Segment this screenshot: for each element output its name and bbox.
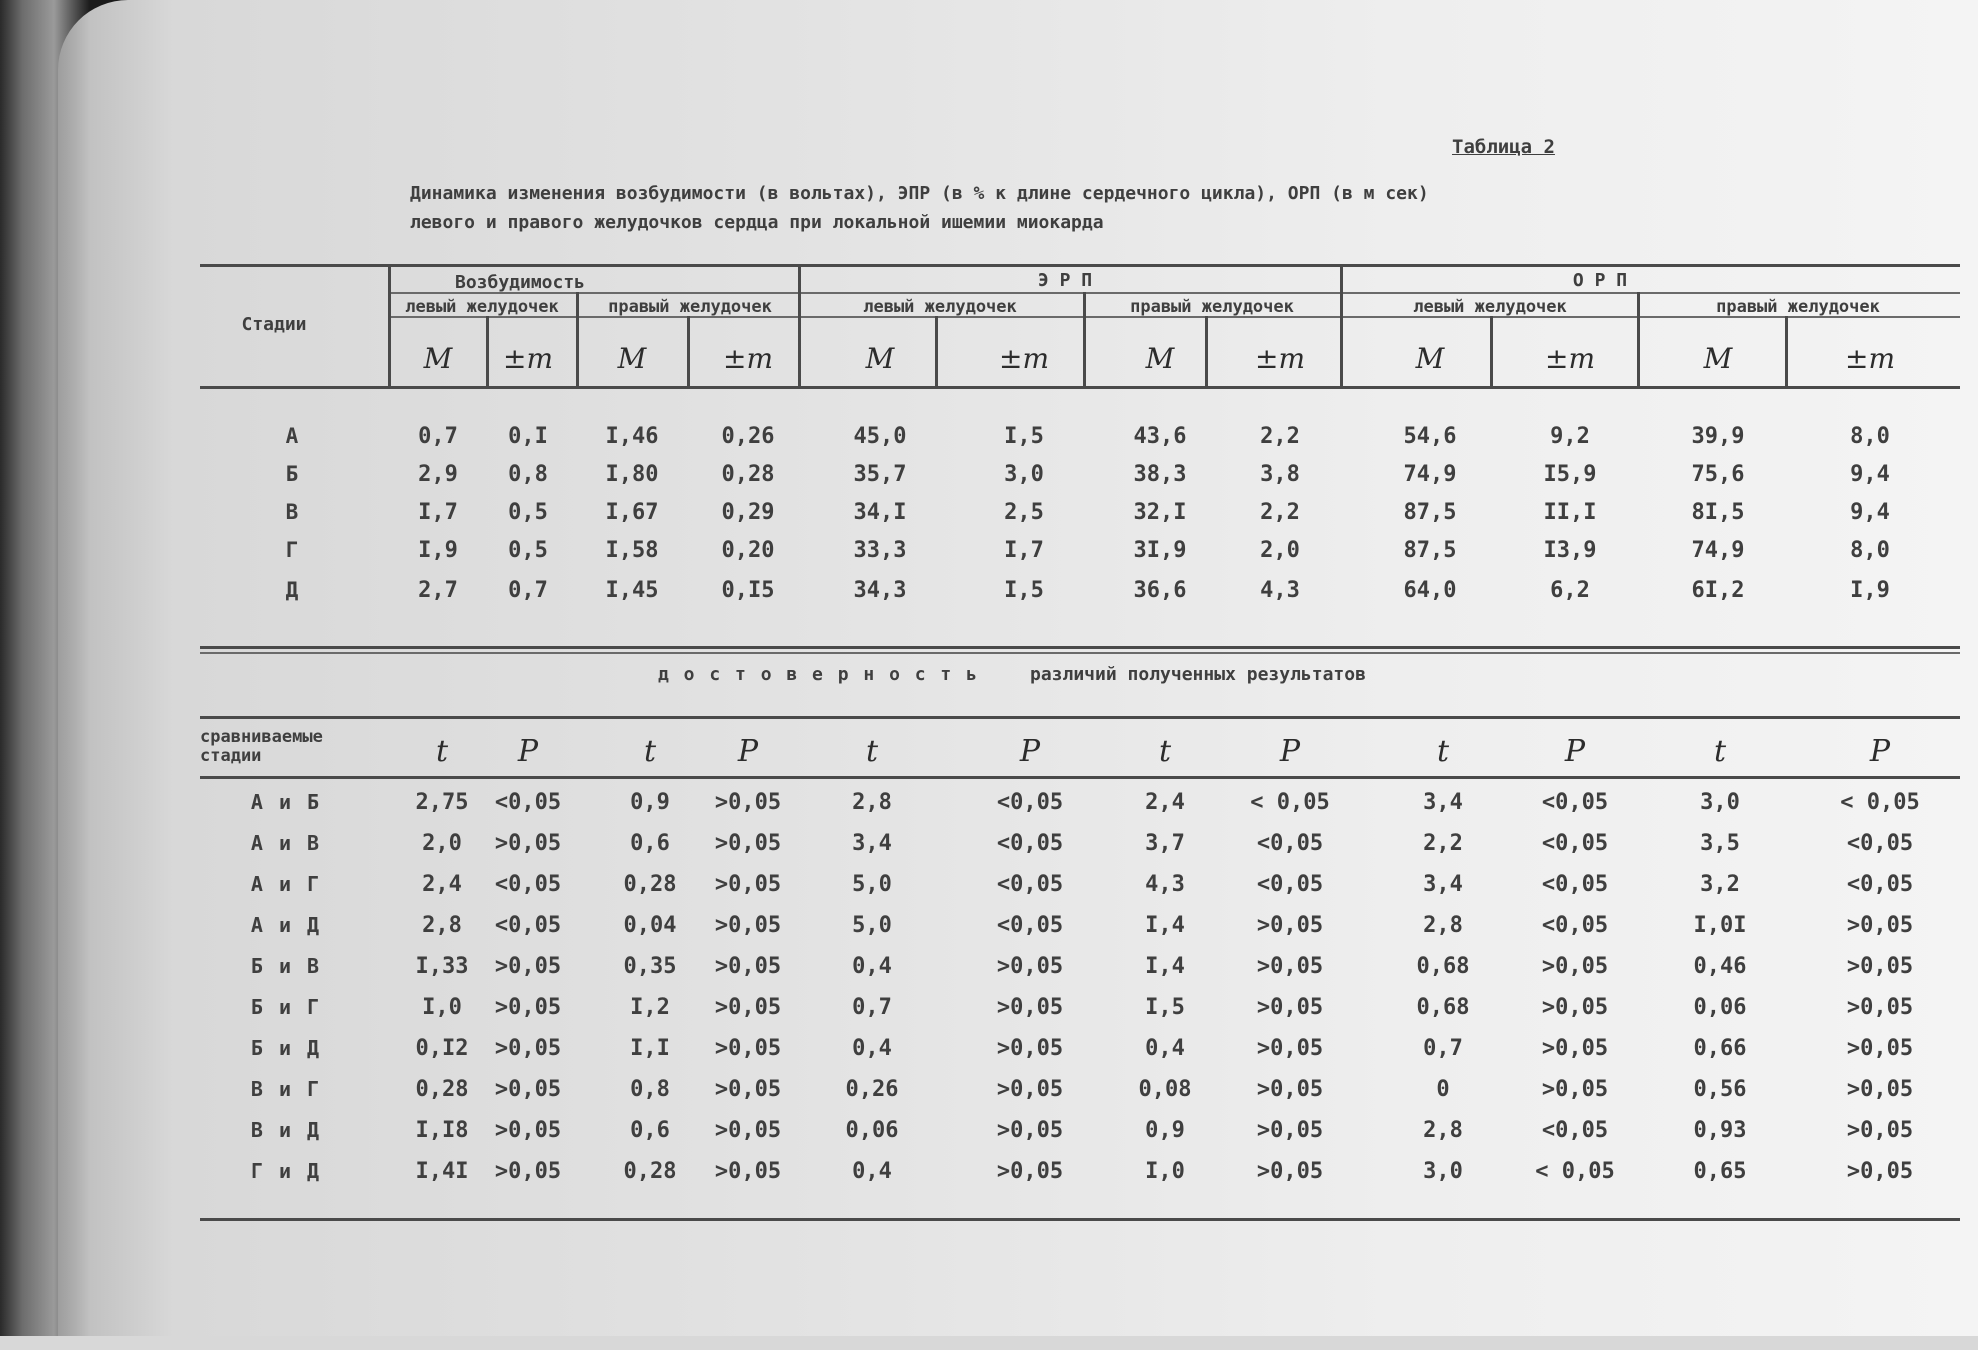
- p-value-cell: <0,05: [996, 790, 1064, 815]
- data-cell: 64,0: [1403, 578, 1457, 603]
- p-value-cell: >0,05: [494, 1159, 562, 1184]
- header-left-ventricle: левый желудочек: [405, 297, 559, 317]
- p-value-cell: >0,05: [714, 913, 782, 938]
- stage-label: Г: [285, 538, 299, 562]
- t-value-cell: 0,28: [623, 872, 677, 897]
- t-value-cell: I,0I: [1693, 913, 1747, 938]
- data-cell: 32,I: [1133, 500, 1187, 525]
- data-cell: 8I,5: [1691, 500, 1745, 525]
- header-sub-rule: [390, 292, 1960, 294]
- p-value-cell: <0,05: [1256, 831, 1324, 856]
- p-value-cell: >0,05: [714, 790, 782, 815]
- table-title-line2: левого и правого желудочков сердца при локальной ишемии миокарда: [410, 212, 1104, 233]
- t-value-cell: 0,04: [623, 913, 677, 938]
- p-header: P: [517, 734, 539, 769]
- header-divider-m1: [486, 316, 489, 386]
- stage-label: Д: [285, 578, 299, 602]
- data-cell: 75,6: [1691, 462, 1745, 487]
- t-value-cell: I,I8: [415, 1118, 469, 1143]
- t-value-cell: 4,3: [1145, 872, 1185, 897]
- t-value-cell: 0,68: [1416, 954, 1470, 979]
- compare-pair-label: А и Д: [250, 913, 322, 937]
- data-cell: 3,0: [1004, 462, 1044, 487]
- t-value-cell: 0,6: [630, 1118, 670, 1143]
- data-cell: 36,6: [1133, 578, 1187, 603]
- data-cell: I,9: [418, 538, 458, 563]
- t-value-cell: 2,8: [422, 913, 462, 938]
- p-value-cell: <0,05: [494, 913, 562, 938]
- header-divider-v3: [1637, 292, 1640, 386]
- p-header: P: [1279, 734, 1301, 769]
- t-header: t: [435, 734, 449, 769]
- t-value-cell: 3,2: [1700, 872, 1740, 897]
- data-cell: I,7: [1004, 538, 1044, 563]
- t-value-cell: 3,4: [852, 831, 892, 856]
- t-value-cell: 3,4: [1423, 872, 1463, 897]
- p-value-cell: >0,05: [714, 995, 782, 1020]
- data-cell: I,45: [605, 578, 659, 603]
- data-cell: 54,6: [1403, 424, 1457, 449]
- p-value-cell: >0,05: [494, 1118, 562, 1143]
- t-value-cell: 0,56: [1693, 1077, 1747, 1102]
- data-cell: 74,9: [1403, 462, 1457, 487]
- t-value-cell: 3,0: [1700, 790, 1740, 815]
- header-mean-symbol: M: [423, 342, 453, 375]
- t-value-cell: 0,06: [1693, 995, 1747, 1020]
- t-value-cell: 3,7: [1145, 831, 1185, 856]
- p-value-cell: >0,05: [996, 1077, 1064, 1102]
- p-value-cell: <0,05: [494, 872, 562, 897]
- t-value-cell: 0,26: [845, 1077, 899, 1102]
- p-value-cell: >0,05: [1541, 1077, 1609, 1102]
- p-value-cell: >0,05: [714, 1077, 782, 1102]
- p-value-cell: >0,05: [1846, 954, 1914, 979]
- t-value-cell: I,5: [1145, 995, 1185, 1020]
- p-value-cell: <0,05: [1541, 872, 1609, 897]
- header-divider-v2: [1083, 292, 1086, 386]
- t-value-cell: 2,4: [1145, 790, 1185, 815]
- p-value-cell: < 0,05: [1535, 1159, 1615, 1184]
- data-cell: 2,7: [418, 578, 458, 603]
- t-value-cell: 3,5: [1700, 831, 1740, 856]
- t-value-cell: 0,68: [1416, 995, 1470, 1020]
- data-cell: 3I,9: [1133, 538, 1187, 563]
- t-header: t: [643, 734, 657, 769]
- data-cell: 2,2: [1260, 424, 1300, 449]
- data-cell: 0,5: [508, 538, 548, 563]
- data-cell: I5,9: [1543, 462, 1597, 487]
- significance-title-spaced: д о с т о в е р н о с т ь: [658, 664, 979, 685]
- stage-label: В: [285, 500, 299, 524]
- p-value-cell: >0,05: [1256, 1077, 1324, 1102]
- p-value-cell: >0,05: [494, 995, 562, 1020]
- header-divider-m3: [935, 316, 938, 386]
- data-cell: I,67: [605, 500, 659, 525]
- data-cell: 33,3: [853, 538, 907, 563]
- table-title-line1: Динамика изменения возбудимости (в вольтах), ЭПР (в % к длине сердечного цикла), ОРП (в м сек): [410, 183, 1429, 204]
- data-cell: 38,3: [1133, 462, 1187, 487]
- data-cell: I,5: [1004, 578, 1044, 603]
- data-cell: I,7: [418, 500, 458, 525]
- p-value-cell: >0,05: [1846, 1036, 1914, 1061]
- t-value-cell: 0,4: [852, 1159, 892, 1184]
- data-cell: 0,7: [508, 578, 548, 603]
- t-value-cell: 5,0: [852, 872, 892, 897]
- header-mean-symbol: M: [865, 342, 895, 375]
- t-value-cell: 0,08: [1138, 1077, 1192, 1102]
- p-value-cell: >0,05: [494, 831, 562, 856]
- p-value-cell: <0,05: [996, 872, 1064, 897]
- significance-title-rest: различий полученных результатов: [1030, 664, 1366, 685]
- p-header: P: [1869, 734, 1891, 769]
- p-value-cell: >0,05: [494, 954, 562, 979]
- compare-pair-label: Б и Д: [250, 1036, 322, 1060]
- data-cell: 0,8: [508, 462, 548, 487]
- data-cell: 74,9: [1691, 538, 1745, 563]
- t-value-cell: I,33: [415, 954, 469, 979]
- data-cell: I,80: [605, 462, 659, 487]
- t-value-cell: 0,28: [415, 1077, 469, 1102]
- p-value-cell: <0,05: [996, 913, 1064, 938]
- data-cell: I3,9: [1543, 538, 1597, 563]
- data-cell: 0,26: [721, 424, 775, 449]
- data-cell: I,5: [1004, 424, 1044, 449]
- p-value-cell: >0,05: [714, 872, 782, 897]
- header-error-symbol: ±m: [502, 342, 554, 375]
- data-cell: 2,5: [1004, 500, 1044, 525]
- t-value-cell: 0,9: [630, 790, 670, 815]
- header-error-symbol: ±m: [1254, 342, 1306, 375]
- t-value-cell: I,4: [1145, 913, 1185, 938]
- p-value-cell: < 0,05: [1840, 790, 1920, 815]
- table-end-rule: [200, 1218, 1960, 1221]
- t-value-cell: 0,65: [1693, 1159, 1747, 1184]
- t-value-cell: 2,8: [1423, 1118, 1463, 1143]
- data-cell: 2,9: [418, 462, 458, 487]
- t-value-cell: 0,I2: [415, 1036, 469, 1061]
- t-value-cell: 2,0: [422, 831, 462, 856]
- t-value-cell: 0,4: [852, 954, 892, 979]
- compare-top-rule: [200, 716, 1960, 719]
- header-divider-v1: [576, 292, 579, 386]
- t-value-cell: 0,9: [1145, 1118, 1185, 1143]
- compare-pair-label: В и Д: [250, 1118, 322, 1142]
- t-value-cell: 2,4: [422, 872, 462, 897]
- t-value-cell: 3,0: [1423, 1159, 1463, 1184]
- p-value-cell: <0,05: [494, 790, 562, 815]
- t-value-cell: 5,0: [852, 913, 892, 938]
- data-cell: 3,8: [1260, 462, 1300, 487]
- header-mean-symbol: M: [617, 342, 647, 375]
- data-cell: 0,I: [508, 424, 548, 449]
- data-cell: 9,4: [1850, 500, 1890, 525]
- p-value-cell: >0,05: [1256, 995, 1324, 1020]
- p-header: P: [1564, 734, 1586, 769]
- p-value-cell: <0,05: [1256, 872, 1324, 897]
- p-value-cell: >0,05: [1256, 1118, 1324, 1143]
- data-cell: 0,I5: [721, 578, 775, 603]
- data-cell: 0,5: [508, 500, 548, 525]
- compare-pair-label: Б и В: [250, 954, 322, 978]
- t-value-cell: 2,8: [852, 790, 892, 815]
- data-cell: 6I,2: [1691, 578, 1745, 603]
- stage-label: Б: [285, 462, 299, 486]
- p-value-cell: >0,05: [494, 1077, 562, 1102]
- t-header: t: [1158, 734, 1172, 769]
- data-cell: 34,3: [853, 578, 907, 603]
- p-value-cell: < 0,05: [1250, 790, 1330, 815]
- header-error-symbol: ±m: [722, 342, 774, 375]
- t-value-cell: 2,2: [1423, 831, 1463, 856]
- p-value-cell: >0,05: [714, 1036, 782, 1061]
- header-excitability: Возбудимость: [454, 272, 586, 293]
- header-orp: О Р П: [1572, 270, 1628, 291]
- p-value-cell: >0,05: [714, 1118, 782, 1143]
- t-header: t: [1436, 734, 1450, 769]
- data-cell: I,58: [605, 538, 659, 563]
- t-value-cell: 0,06: [845, 1118, 899, 1143]
- data-cell: 0,28: [721, 462, 775, 487]
- data-cell: I,9: [1850, 578, 1890, 603]
- t-value-cell: 0: [1436, 1077, 1450, 1102]
- p-value-cell: >0,05: [1846, 1118, 1914, 1143]
- compare-header-rule: [200, 776, 1960, 779]
- t-value-cell: I,0: [1145, 1159, 1185, 1184]
- t-value-cell: 0,46: [1693, 954, 1747, 979]
- compare-pair-label: В и Г: [250, 1077, 322, 1101]
- header-divider-m5: [1490, 316, 1493, 386]
- scanner-edge: [0, 1336, 1978, 1350]
- header-error-symbol: ±m: [1844, 342, 1896, 375]
- table-label: Таблица 2: [1452, 136, 1555, 158]
- t-header: t: [1713, 734, 1727, 769]
- header-error-symbol: ±m: [1544, 342, 1596, 375]
- data-cell: 39,9: [1691, 424, 1745, 449]
- t-value-cell: I,2: [630, 995, 670, 1020]
- p-value-cell: >0,05: [1256, 1036, 1324, 1061]
- t-value-cell: 0,6: [630, 831, 670, 856]
- p-value-cell: <0,05: [1541, 1118, 1609, 1143]
- data-bottom-rule: [200, 646, 1960, 649]
- header-bottom-rule: [200, 386, 1960, 389]
- data-cell: I,46: [605, 424, 659, 449]
- compare-pair-label: А и Г: [250, 872, 322, 896]
- p-value-cell: >0,05: [996, 1159, 1064, 1184]
- t-value-cell: 2,8: [1423, 913, 1463, 938]
- data-bottom-rule-2: [200, 652, 1960, 654]
- p-value-cell: >0,05: [714, 954, 782, 979]
- header-top-rule: [200, 264, 1960, 267]
- header-left-ventricle: левый желудочек: [1413, 297, 1567, 317]
- data-cell: 0,7: [418, 424, 458, 449]
- p-value-cell: <0,05: [1541, 913, 1609, 938]
- p-value-cell: >0,05: [1256, 913, 1324, 938]
- compare-pair-label: Г и Д: [250, 1159, 322, 1183]
- header-left-ventricle: левый желудочек: [863, 297, 1017, 317]
- data-cell: II,I: [1543, 500, 1597, 525]
- data-cell: 9,2: [1550, 424, 1590, 449]
- header-mean-symbol: M: [1415, 342, 1445, 375]
- p-value-cell: >0,05: [714, 1159, 782, 1184]
- data-cell: 2,2: [1260, 500, 1300, 525]
- t-value-cell: I,0: [422, 995, 462, 1020]
- data-cell: 43,6: [1133, 424, 1187, 449]
- header-stages: Стадии: [241, 314, 307, 335]
- p-value-cell: >0,05: [996, 1036, 1064, 1061]
- compare-header: сравниваемые стадии: [200, 727, 323, 766]
- header-divider-stages: [388, 264, 391, 386]
- header-error-symbol: ±m: [998, 342, 1050, 375]
- header-mean-symbol: M: [1145, 342, 1175, 375]
- p-value-cell: >0,05: [1846, 995, 1914, 1020]
- header-divider-group1: [798, 264, 801, 386]
- compare-pair-label: А и В: [250, 831, 322, 855]
- p-value-cell: <0,05: [1541, 831, 1609, 856]
- t-value-cell: 0,93: [1693, 1118, 1747, 1143]
- t-value-cell: 0,7: [852, 995, 892, 1020]
- data-cell: 6,2: [1550, 578, 1590, 603]
- header-divider-m6: [1785, 316, 1788, 386]
- t-value-cell: 2,75: [415, 790, 469, 815]
- t-value-cell: 0,7: [1423, 1036, 1463, 1061]
- p-value-cell: >0,05: [996, 954, 1064, 979]
- t-value-cell: 3,4: [1423, 790, 1463, 815]
- data-cell: 8,0: [1850, 538, 1890, 563]
- data-cell: 45,0: [853, 424, 907, 449]
- data-cell: 0,29: [721, 500, 775, 525]
- header-divider-m2: [687, 316, 690, 386]
- data-cell: 8,0: [1850, 424, 1890, 449]
- t-value-cell: 0,4: [852, 1036, 892, 1061]
- data-cell: 2,0: [1260, 538, 1300, 563]
- p-value-cell: >0,05: [996, 1118, 1064, 1143]
- p-value-cell: <0,05: [1541, 790, 1609, 815]
- t-value-cell: 0,4: [1145, 1036, 1185, 1061]
- compare-pair-label: А и Б: [250, 790, 322, 814]
- t-value-cell: I,4: [1145, 954, 1185, 979]
- p-value-cell: >0,05: [1846, 1077, 1914, 1102]
- p-value-cell: <0,05: [996, 831, 1064, 856]
- t-value-cell: I,I: [630, 1036, 670, 1061]
- header-divider-group2: [1340, 264, 1343, 386]
- data-cell: 87,5: [1403, 538, 1457, 563]
- t-value-cell: 0,66: [1693, 1036, 1747, 1061]
- data-cell: 9,4: [1850, 462, 1890, 487]
- p-value-cell: <0,05: [1846, 872, 1914, 897]
- header-mean-symbol: M: [1703, 342, 1733, 375]
- p-value-cell: >0,05: [1256, 954, 1324, 979]
- t-value-cell: 0,8: [630, 1077, 670, 1102]
- t-value-cell: 0,28: [623, 1159, 677, 1184]
- header-right-ventricle: правый желудочек: [1716, 297, 1880, 317]
- data-cell: 4,3: [1260, 578, 1300, 603]
- t-header: t: [865, 734, 879, 769]
- p-header: P: [1019, 734, 1041, 769]
- data-cell: 35,7: [853, 462, 907, 487]
- p-header: P: [737, 734, 759, 769]
- compare-pair-label: Б и Г: [250, 995, 322, 1019]
- header-right-ventricle: правый желудочек: [1130, 297, 1294, 317]
- stage-label: А: [285, 424, 299, 448]
- header-erp: Э Р П: [1037, 270, 1093, 291]
- p-value-cell: >0,05: [1541, 1036, 1609, 1061]
- data-cell: 0,20: [721, 538, 775, 563]
- p-value-cell: <0,05: [1846, 831, 1914, 856]
- header-divider-m4: [1205, 316, 1208, 386]
- p-value-cell: >0,05: [1541, 954, 1609, 979]
- p-value-cell: >0,05: [1256, 1159, 1324, 1184]
- book-binding-shadow: [0, 0, 90, 1336]
- header-right-ventricle: правый желудочек: [608, 297, 772, 317]
- t-value-cell: I,4I: [415, 1159, 469, 1184]
- p-value-cell: >0,05: [494, 1036, 562, 1061]
- p-value-cell: >0,05: [714, 831, 782, 856]
- p-value-cell: >0,05: [996, 995, 1064, 1020]
- p-value-cell: >0,05: [1846, 1159, 1914, 1184]
- data-cell: 34,I: [853, 500, 907, 525]
- p-value-cell: >0,05: [1541, 995, 1609, 1020]
- t-value-cell: 0,35: [623, 954, 677, 979]
- data-cell: 87,5: [1403, 500, 1457, 525]
- p-value-cell: >0,05: [1846, 913, 1914, 938]
